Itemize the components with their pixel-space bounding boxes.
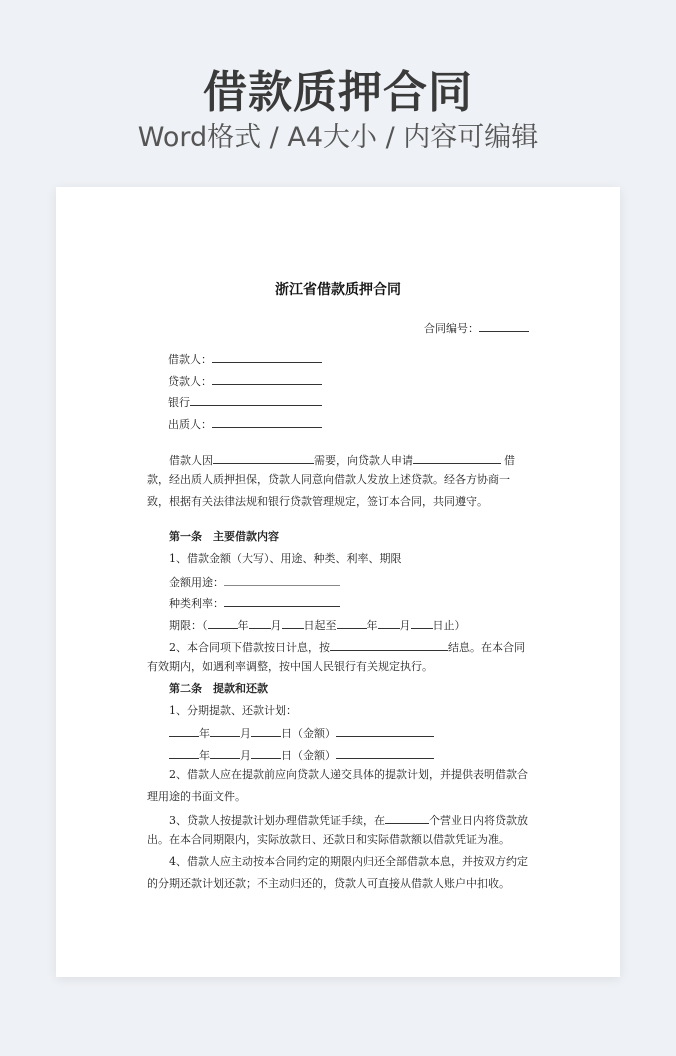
bank-blank[interactable] [190, 393, 322, 406]
plan2-month-blank[interactable] [210, 746, 240, 759]
term-end-day-blank[interactable] [411, 616, 433, 629]
article2-heading: 第二条 提款和还款 [169, 682, 268, 695]
contract-number-label: 合同编号： [424, 322, 479, 335]
plan1-day-amount-text: 日（金额） [281, 727, 336, 740]
term-end-month-blank[interactable] [378, 616, 400, 629]
term-day-to-text: 日止） [432, 619, 466, 632]
bank-label: 银行 [168, 396, 190, 409]
document-title: 浙江省借款质押合同 [275, 282, 401, 298]
contract-number-line [424, 319, 529, 335]
plan2-year-blank[interactable] [169, 746, 199, 759]
article2-item4: 4、借款人应主动按本合同约定的期限内归还全部借款本息，并按双方约定的分期还款计划还款；不主动归还的，贷款人可直接从借款人账户中扣收。 [147, 855, 528, 890]
item2-part1: 2、本合同项下借款按日计息，按 [169, 641, 330, 654]
article2-item3-line1 [169, 811, 528, 827]
borrower-line [168, 350, 322, 366]
plan2-day-amount-text: 日（金额） [281, 749, 336, 762]
plan1-month-blank[interactable] [210, 724, 240, 737]
business-days-blank[interactable] [385, 811, 429, 824]
article1-item2-line2: 有效期内，如遇利率调整，按中国人民银行有关规定执行。 [147, 660, 433, 673]
pledgor-label: 出质人： [168, 418, 212, 431]
page-subtitle: Word格式 / A4大小 / 内容可编辑 [137, 122, 539, 153]
item3-part1: 3、贷款人按提款计划办理借款凭证手续，在 [169, 814, 385, 827]
term-year-text-2: 年 [366, 619, 378, 632]
type-rate-label: 种类利率： [169, 597, 224, 610]
term-label: 期限：（ [169, 619, 208, 632]
plan1-year-blank[interactable] [169, 724, 199, 737]
term-start-year-blank[interactable] [208, 616, 238, 629]
purpose-line [169, 573, 340, 589]
article2-item3-line2: 出。在本合同期限内，实际放款日、还款日和实际借款额以借款凭证为准。 [147, 833, 510, 846]
plan-row-1 [169, 724, 434, 740]
term-start-day-blank[interactable] [282, 616, 304, 629]
pledgor-blank[interactable] [212, 415, 322, 428]
article1-item1: 1、借款金额（大写）、用途、种类、利率、期限 [169, 552, 402, 565]
plan1-amount-blank[interactable] [336, 724, 434, 737]
intro-first-line [169, 451, 515, 467]
intro-reason-blank[interactable] [213, 451, 314, 464]
document-body [56, 187, 620, 977]
intro-part1: 借款人因 [169, 454, 213, 467]
plan2-month-text: 月 [240, 749, 251, 762]
article1-heading: 第一条 主要借款内容 [169, 530, 279, 543]
intro-rest: 款，经出质人质押担保，贷款人同意向借款人发放上述贷款。经各方协商一致，根据有关法律法规和银行贷款管理规定，签订本合同，共同遵守。 [147, 473, 510, 508]
type-rate-line [169, 594, 340, 610]
plan2-year-text: 年 [199, 749, 210, 762]
intro-part2: 需要，向贷款人申请 [314, 454, 413, 467]
plan2-day-blank[interactable] [251, 746, 281, 759]
lender-line [168, 372, 322, 388]
term-line [169, 616, 466, 632]
plan1-year-text: 年 [199, 727, 210, 740]
term-month-text-2: 月 [399, 619, 411, 632]
intro-part3: 借 [504, 454, 515, 467]
purpose-label: 金额用途： [169, 576, 224, 589]
term-end-year-blank[interactable] [337, 616, 367, 629]
interest-settlement-blank[interactable] [330, 638, 448, 651]
term-day-from-text: 日起至 [303, 619, 337, 632]
pledgor-line [168, 415, 322, 431]
term-start-month-blank[interactable] [249, 616, 271, 629]
page-title: 借款质押合同 [203, 67, 473, 118]
plan2-amount-blank[interactable] [336, 746, 434, 759]
borrower-blank[interactable] [212, 350, 322, 363]
item2-part2: 结息。在本合同 [448, 641, 525, 654]
plan1-month-text: 月 [240, 727, 251, 740]
borrower-label: 借款人： [168, 353, 212, 366]
plan-row-2 [169, 746, 434, 762]
purpose-blank[interactable] [224, 573, 340, 586]
type-rate-blank[interactable] [224, 594, 340, 607]
document-page [56, 187, 620, 977]
intro-amount-blank[interactable] [413, 451, 501, 464]
article2-item2: 2、借款人应在提款前应向贷款人递交具体的提款计划，并提供表明借款合理用途的书面文件。 [147, 768, 528, 803]
lender-label: 贷款人： [168, 375, 212, 388]
bank-line [168, 393, 322, 409]
lender-blank[interactable] [212, 372, 322, 385]
item3-part2: 个营业日内将贷款放 [429, 814, 528, 827]
term-month-text: 月 [270, 619, 282, 632]
article2-item1: 1、分期提款、还款计划： [169, 704, 297, 717]
contract-number-blank[interactable] [479, 319, 529, 332]
term-year-text: 年 [237, 619, 249, 632]
plan1-day-blank[interactable] [251, 724, 281, 737]
article1-item2-line1 [169, 638, 525, 654]
